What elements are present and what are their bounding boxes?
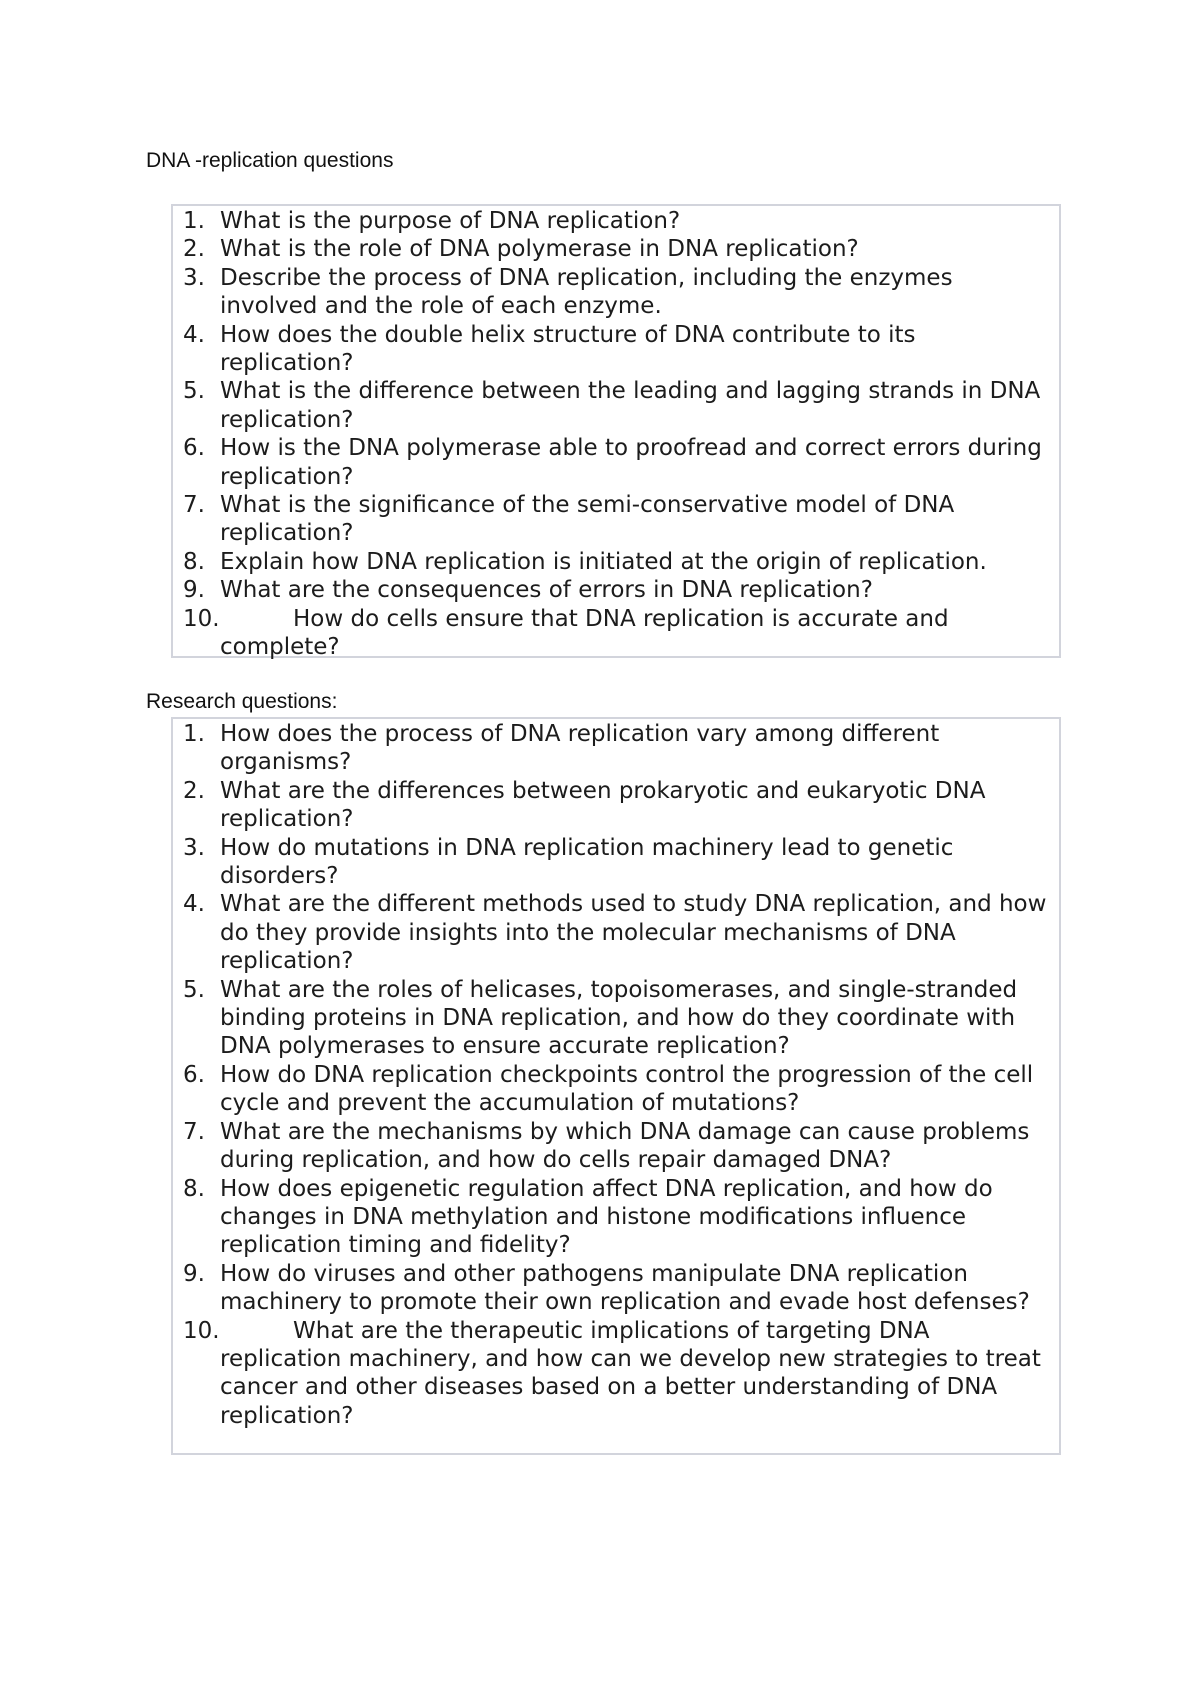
list-item-text: What are the roles of helicases, topoisomerases, and single-stranded binding proteins in DNA replication, and how do they coordinate with DNA polymerases to ensure accurate replication? bbox=[220, 976, 1018, 1060]
list-item-number: 8. bbox=[183, 548, 205, 575]
list-item bbox=[183, 1260, 1053, 1317]
list-item-number: 9. bbox=[183, 577, 205, 604]
list-item bbox=[183, 1175, 1053, 1260]
question-list-dna-replication bbox=[183, 207, 1053, 662]
list-item bbox=[183, 1118, 1053, 1175]
list-item bbox=[183, 207, 1053, 235]
question-box-research bbox=[171, 717, 1061, 1455]
list-item-text: How do DNA replication checkpoints control the progression of the cell cycle and prevent the accumulation of mutations? bbox=[220, 1061, 1034, 1117]
list-item bbox=[183, 834, 1053, 891]
list-item-text: How do viruses and other pathogens manipulate DNA replication machinery to promote their own replication and evade host defenses? bbox=[220, 1260, 1030, 1316]
list-item bbox=[183, 976, 1053, 1061]
list-item bbox=[183, 548, 1053, 576]
list-item-number: 6. bbox=[183, 435, 205, 462]
list-item-number: 2. bbox=[183, 236, 205, 263]
list-item bbox=[183, 720, 1053, 777]
list-item-number: 10. bbox=[183, 605, 220, 632]
list-item-text: What is the role of DNA polymerase in DNA replication? bbox=[220, 236, 859, 263]
question-box-dna-replication bbox=[171, 204, 1061, 661]
list-item-text: What is the difference between the leading and lagging strands in DNA replication? bbox=[220, 378, 1041, 433]
list-item bbox=[183, 777, 1053, 834]
question-list-research bbox=[183, 720, 1053, 1430]
list-item-number: 4. bbox=[183, 891, 205, 918]
list-item-number: 9. bbox=[183, 1260, 205, 1287]
list-item-number: 5. bbox=[183, 976, 205, 1003]
list-item-text: What are the mechanisms by which DNA damage can cause problems during replication, and how do cells repair damaged DNA? bbox=[220, 1118, 1030, 1174]
section-heading-research: Research questions: bbox=[146, 690, 338, 713]
list-item bbox=[183, 264, 1053, 321]
list-item-text: What are the therapeutic implications of targeting DNA replication machinery, and how can we develop new strategies to treat cancer and other diseases based on a better understanding of DNA replication? bbox=[220, 1317, 1041, 1429]
list-item-text: How do mutations in DNA replication machinery lead to genetic disorders? bbox=[220, 834, 954, 890]
list-item bbox=[183, 377, 1053, 434]
list-item-number: 1. bbox=[183, 721, 205, 747]
list-item-text: How does epigenetic regulation affect DNA replication, and how do changes in DNA methylation and histone modifications influence replication timing and fidelity? bbox=[220, 1175, 993, 1259]
list-item-text: How does the double helix structure of DNA contribute to its replication? bbox=[220, 321, 916, 377]
list-item-number: 6. bbox=[183, 1061, 205, 1088]
list-item bbox=[183, 605, 1053, 662]
list-item bbox=[183, 1061, 1053, 1118]
list-item bbox=[183, 576, 1053, 604]
list-item-number: 7. bbox=[183, 492, 205, 519]
list-item-text: What is the purpose of DNA replication? bbox=[220, 208, 681, 234]
list-item-text: How does the process of DNA replication vary among different organisms? bbox=[220, 721, 940, 776]
list-item-number: 1. bbox=[183, 208, 205, 234]
list-item-text: Describe the process of DNA replication, including the enzymes involved and the role of each enzyme. bbox=[220, 264, 953, 320]
list-item-number: 8. bbox=[183, 1175, 205, 1202]
list-item-number: 10. bbox=[183, 1317, 220, 1344]
list-item bbox=[183, 321, 1053, 378]
list-item-text: How is the DNA polymerase able to proofread and correct errors during replication? bbox=[220, 435, 1042, 490]
list-item bbox=[183, 434, 1053, 491]
list-item bbox=[183, 890, 1053, 975]
list-item-number: 3. bbox=[183, 264, 205, 291]
list-item-text: What are the different methods used to study DNA replication, and how do they provide insights into the molecular mechanisms of DNA replication? bbox=[220, 891, 1047, 975]
list-item-text: How do cells ensure that DNA replication is accurate and complete? bbox=[220, 605, 949, 661]
list-item-text: What is the significance of the semi-conservative model of DNA replication? bbox=[220, 492, 955, 547]
list-item-number: 3. bbox=[183, 834, 205, 861]
list-item-text: What are the differences between prokaryotic and eukaryotic DNA replication? bbox=[220, 777, 986, 833]
list-item bbox=[183, 235, 1053, 263]
section-heading-dna-replication: DNA -replication questions bbox=[146, 149, 394, 172]
list-item-number: 4. bbox=[183, 321, 205, 348]
list-item-number: 5. bbox=[183, 378, 205, 405]
list-item-number: 7. bbox=[183, 1118, 205, 1145]
list-item-text: What are the consequences of errors in DNA replication? bbox=[220, 577, 873, 604]
list-item-text: Explain how DNA replication is initiated at the origin of replication. bbox=[220, 548, 987, 575]
list-item bbox=[183, 1317, 1053, 1431]
list-item bbox=[183, 491, 1053, 548]
list-item-number: 2. bbox=[183, 777, 205, 804]
